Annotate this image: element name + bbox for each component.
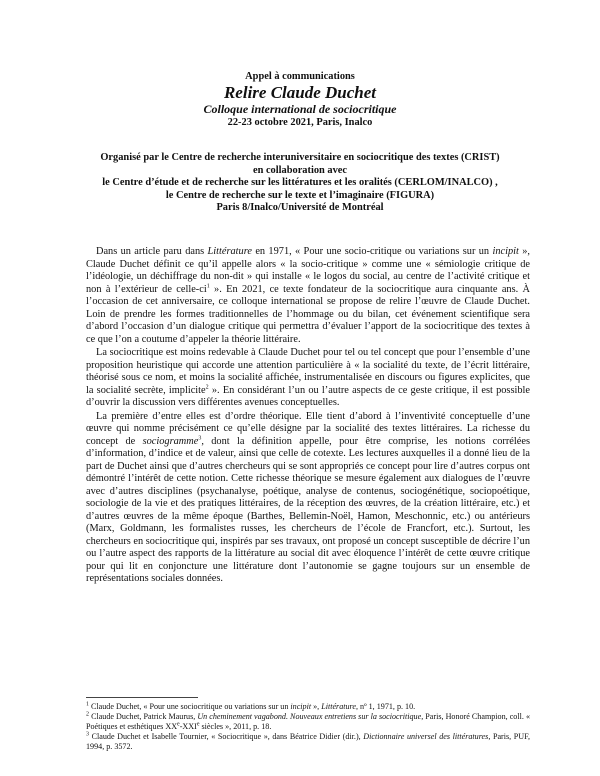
text-run: , Paris, PUF, 1994, p. 3572. <box>86 731 530 751</box>
organizer-line: en collaboration avec <box>252 164 348 176</box>
superscript: e <box>177 721 180 728</box>
text-run: La sociocritique est moins redevable à Claude Duchet pour tel ou tel concept que pour l’ensemble d’une proposition heuristique qui accorde une attention particulière à « la socialité du texte, de l’écrit littéraire, théorisé sous ce nom, et moins la socialité affichée, instrumentalisée en discours ou figures explicites, que la socialité secrète, implicite <box>86 347 530 396</box>
italic-text: incipit <box>290 702 312 711</box>
organizer-line: le Centre de recherche sur le texte et l’imaginaire (FIGURA) <box>165 189 435 201</box>
text-run: siècles », 2011, p. 18. <box>199 721 272 731</box>
footnote-ref[interactable]: 3 <box>198 435 202 442</box>
organizer-line: Organisé par le Centre de recherche interuniversitaire en sociocritique des textes (CRIST) <box>100 152 500 163</box>
paragraph-3 <box>86 411 530 586</box>
italic-text: Littérature <box>207 246 252 257</box>
footnote-number: 3 <box>86 731 89 738</box>
italic-text: Littérature <box>321 702 356 711</box>
text-run: , Paris, Honoré Champion, coll. « Poétiques et esthétiques XX <box>86 711 530 731</box>
text-run: Dans un article paru dans <box>96 246 208 257</box>
text-run: », <box>311 702 322 711</box>
call-header <box>60 70 540 129</box>
italic-text: sociogramme <box>142 435 199 447</box>
text-run: Claude Duchet, Patrick Maurus, <box>89 711 198 721</box>
footnote-2 <box>86 712 530 732</box>
footnote-ref[interactable]: 1 <box>206 283 210 290</box>
footnote-3 <box>86 732 530 752</box>
text-run: , dont la définition appelle, pour être comprise, les notions corrélées d’information, d’indice et de valeur, ainsi que celle de cotexte. Les lectures auxquelles il a donné lieu de la part de Duchet ainsi que d’autres chercheurs qui se sont appropriés ce concept pour lire d’autres corpus ont démontré l’intérêt de cette notion. Cette richesse théorique se mesure également aux dialogues de l’œuvre avec d’autres disciplines (psychanalyse, poétique, analyse de contenus, sociogénétique, sociopoétique, sociologie de la vie et des pratiques littéraires, de la réception des œuvres, de la création littéraire, etc.) et d’autres œuvres de la même époque (Barthes, Bellemin-Noël, Hamon, Meschonnic, etc.) ou antérieurs (Marx, Goldmann, les formalistes russes, les chercheurs de l’école de Francfort, etc.). Surtout, les chercheurs en sociocritique qui, inspirés par ses travaux, ont proposé un concept susceptible de décrire l’un ou l’autre aspect des rapports de la littérature au social dit avec éloquence l’intérêt de cette œuvre critique pour qui lit en conjoncture une littérature dont l’autonomie se gagne toujours sur un ensemble de représentations sociales données. <box>86 435 530 584</box>
text-run: », Claude Duchet définit ce qu’il appelle alors « la socio-critique » comme une « sémiologie critique de l’idéologie, un déchiffrage du non-dit » qui installe « le logos du social, au centre de l’activité critique et non à l’extérieur de celle-ci <box>86 246 530 295</box>
organizers-block <box>60 152 540 215</box>
organizer-line: le Centre d’étude et de recherche sur les littératures et les oralités (CERLOM/INALCO) , <box>102 177 498 189</box>
italic-text: incipit <box>492 246 519 257</box>
footnote-ref[interactable]: 2 <box>205 384 209 391</box>
footnote-separator <box>86 697 198 698</box>
text-run: en 1971, « Pour une socio-critique ou variations sur un <box>251 246 493 257</box>
footnote-number: 2 <box>86 711 89 718</box>
body-text <box>86 246 530 586</box>
superscript: e <box>196 721 200 728</box>
footnotes <box>86 702 530 752</box>
paragraph-1 <box>86 246 530 346</box>
text-run: , nº 1, 1971, p. 10. <box>356 702 416 711</box>
call-kicker: Appel à communications <box>245 71 355 82</box>
call-subtitle: Colloque international de sociocritique <box>203 102 397 116</box>
text-run: ». En considérant l’un ou l’autre aspects de ce geste critique, il est possible d’ouvrir la discussion vers différentes avenues conceptuelles. <box>86 384 530 408</box>
text-run: Claude Duchet et Isabelle Tournier, « Sociocritique », dans Béatrice Didier (dir.), <box>89 731 364 741</box>
italic-text: Un cheminement vagabond. Nouveaux entretiens sur la sociocritique <box>197 711 422 721</box>
paragraph-2 <box>86 347 530 410</box>
text-run: Claude Duchet, « Pour une sociocritique ou variations sur un <box>89 702 291 711</box>
text-run: -XXI <box>179 721 197 731</box>
organizer-line: Paris 8/Inalco/Université de Montréal <box>216 202 384 214</box>
footnote-1 <box>86 702 530 712</box>
call-title: Relire Claude Duchet <box>223 83 377 102</box>
text-run: ». En 2021, ce texte fondateur de la sociocritique aura cinquante ans. À l’occasion de cet anniversaire, ce colloque international se propose de relire l’œuvre de Claude Duchet. Loin de prendre les formes traditionnelles de l’hommage ou du bilan, cet événement scientifique sera d’abord l’occasion d’un dialogue critique qui permettra d’évaluer l’apport de la sociocritique des textes à ce que l’on a coutume d’appeler la théorie littéraire. <box>86 283 531 345</box>
text-run: La première d’entre elles est d’ordre théorique. Elle tient d’abord à l’inventivité conceptuelle d’une œuvre qui nomme précisément ce qu’elle désigne par la socialité des textes littéraires. La richesse du concept de <box>86 410 530 447</box>
footnote-number: 1 <box>86 701 89 708</box>
call-dates: 22-23 octobre 2021, Paris, Inalco <box>227 117 373 128</box>
italic-text: Dictionnaire universel des littératures <box>363 731 489 741</box>
